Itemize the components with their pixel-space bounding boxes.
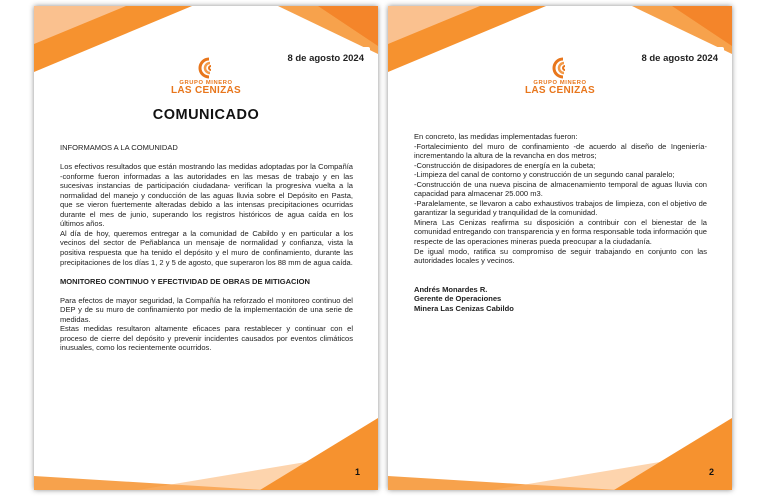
paragraph: De igual modo, ratifica su compromiso de seguir trabajando en conjunto con las autoridades locales y vecinos. — [414, 246, 707, 266]
page-1-body — [60, 143, 353, 353]
intro-line: INFORMAMOS A LA COMUNIDAD — [60, 143, 178, 152]
list-item: -Fortalecimiento del muro de confinamiento -de acuerdo al diseño de Ingeniería- incrementando la altura de la revancha en dos metros; — [414, 141, 707, 161]
document-page-2 — [388, 6, 732, 490]
paragraph-1: Los efectivos resultados que están mostrando las medidas adoptadas por la Compañía -conforme fueron informadas a las autoridades en las mesas de trabajo y en las sucesivas instancias de participación ciudadana- verifican la progresiva vuelta a la normalidad del manejo y conducción de las aguas lluvia sobre el Depósito en Pasta, que se vieron fuertemente alteradas debido a las intensas precipitaciones ocurridas durante el mes de junio, superando los registros históricos de agua caída en los últimos años. — [60, 162, 353, 229]
page-number: 2 — [708, 467, 714, 477]
logo-mark-icon — [547, 57, 573, 79]
signature-company: Minera Las Cenizas Cabildo — [414, 303, 514, 313]
list-item: En concreto, las medidas implementadas fueron: — [414, 132, 578, 141]
list-item: -Paralelamente, se llevaron a cabo exhaustivos trabajos de limpieza, con el objetivo de garantizar la seguridad y tranquilidad de la comunidad. — [414, 198, 707, 218]
list-item: -Construcción de disipadores de energía en la cubeta; — [414, 160, 596, 170]
logo-line-1: GRUPO MINERO — [179, 80, 233, 86]
list-item: -Construcción de una nueva piscina de almacenamiento temporal de aguas lluvia con capacidad para almacenar 25.000 m3. — [414, 179, 707, 199]
logo-line-2: LAS CENIZAS — [525, 85, 595, 96]
document-page-1 — [34, 6, 378, 490]
section-heading: MONITOREO CONTINUO Y EFECTIVIDAD DE OBRAS DE MITIGACION — [60, 276, 310, 286]
bottom-right-decoration — [260, 418, 378, 490]
paragraph-2: Al día de hoy, queremos entregar a la comunidad de Cabildo y en particular a los vecinos del sector de Peñablanca un mensaje de normalidad y confianza, vista la positiva respuesta que ha tenido el depósito y el muro de confinamiento, durante las precipitaciones de los días 1, 2 y 5 de agosto, que superaron los 88 mm de agua caída. — [60, 228, 353, 267]
paragraph-4: Estas medidas resultaron altamente eficaces para restablecer y continuar con el proceso de cierre del depósito y prevenir incidentes causados por eventos climáticos inusuales, como los recientemente ocurridos. — [60, 324, 353, 353]
logo-line-2: LAS CENIZAS — [171, 85, 241, 96]
page-number: 1 — [354, 467, 360, 477]
document-title: COMUNICADO — [152, 107, 260, 123]
bottom-right-decoration — [614, 418, 732, 490]
page-2-body — [414, 132, 707, 313]
list-item: -Limpieza del canal de contorno y construcción de un segundo canal paralelo; — [414, 170, 675, 180]
document-date: 8 de agosto 2024 — [641, 53, 718, 64]
paragraph-3: Para efectos de mayor seguridad, la Compañía ha reforzado el monitoreo continuo del DEP y de su muro de confinamiento por medio de la implementación de una serie de medidas. — [60, 295, 353, 324]
company-logo — [146, 57, 266, 96]
company-logo — [500, 57, 620, 96]
logo-line-1: GRUPO MINERO — [533, 80, 587, 86]
signature-role: Gerente de Operaciones — [414, 294, 502, 304]
document-date: 8 de agosto 2024 — [287, 53, 364, 64]
signature-name: Andrés Monardes R. — [414, 284, 488, 294]
logo-mark-icon — [193, 57, 219, 79]
paragraph: Minera Las Cenizas reafirma su disposición a contribuir con el bienestar de la comunidad entregando con transparencia y en forma responsable toda información que respecte de las operaciones mineras pueda preocupar a la ciudadanía. — [414, 217, 707, 247]
